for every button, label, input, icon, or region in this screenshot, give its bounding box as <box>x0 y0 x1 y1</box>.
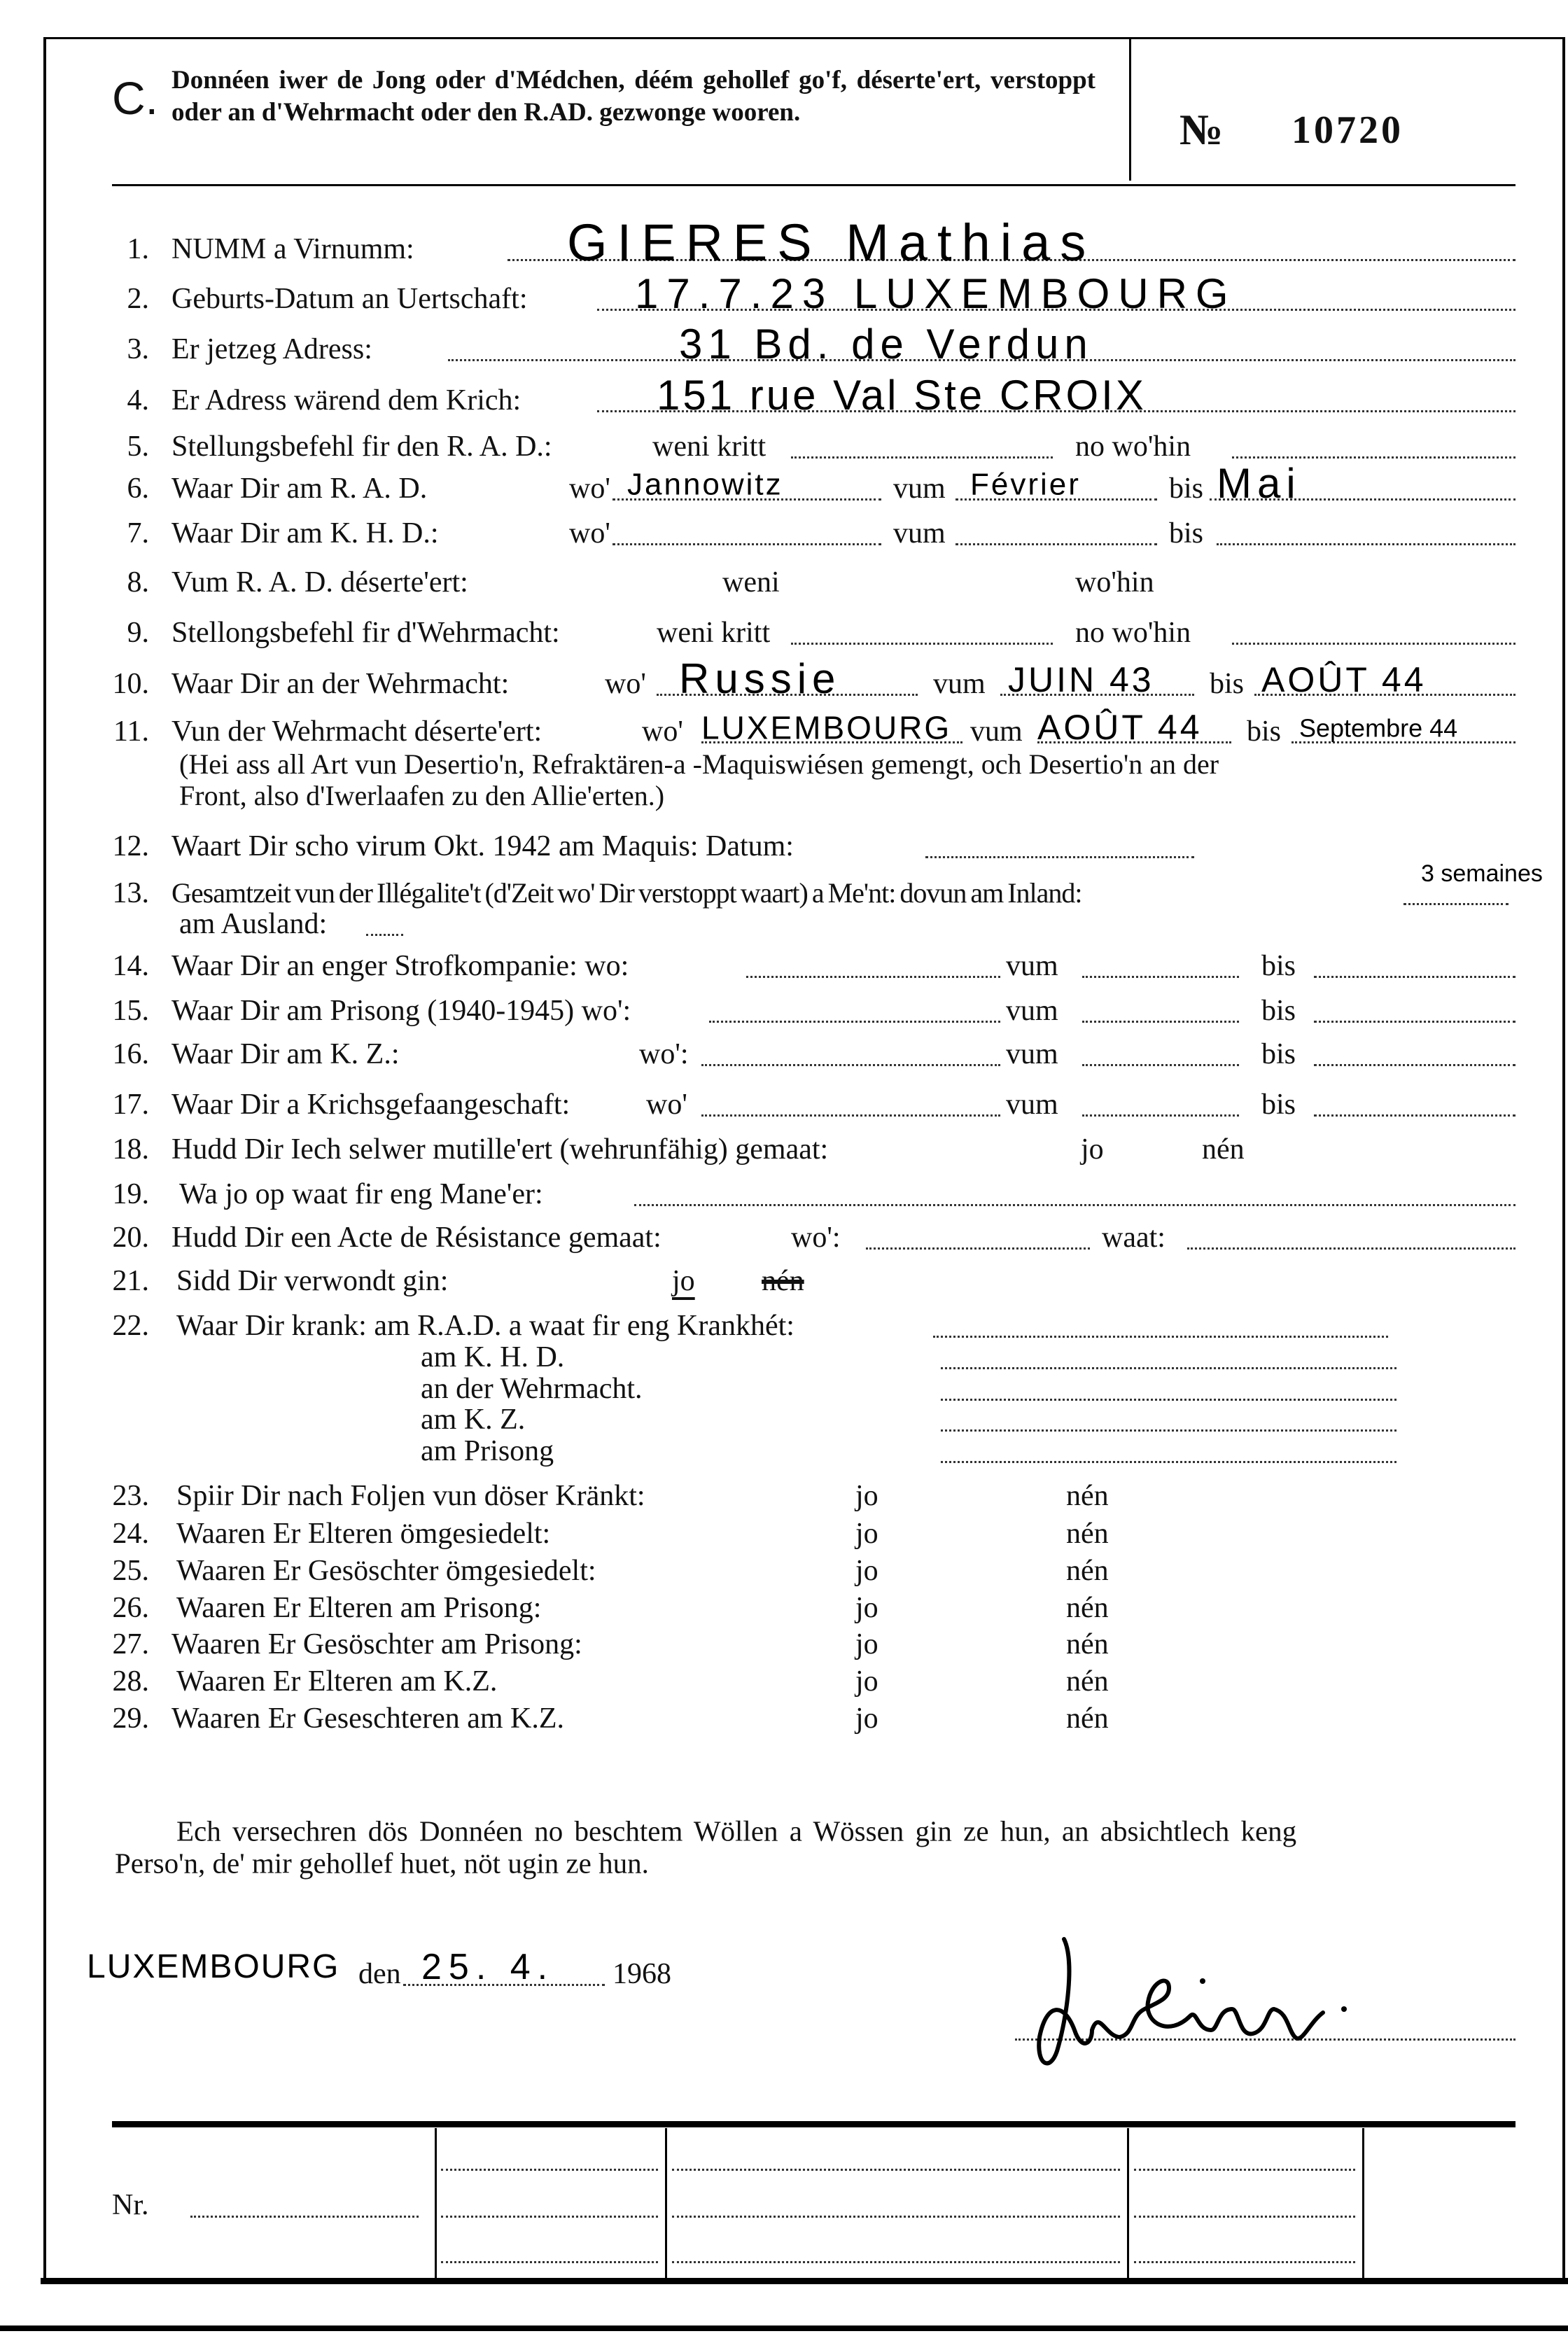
column-divider <box>435 2128 437 2278</box>
blank-line <box>941 1429 1396 1432</box>
column-divider <box>1127 2128 1129 2278</box>
field-number: 5. <box>127 431 149 463</box>
header-text: Donnéen iwer de Jong oder d'Médchen, déém gehollef go'f, déserte'ert, verstoppt oder an d'Wehrmacht oder den R.AD. gezwonge wooren. <box>172 66 1096 127</box>
blank-line <box>933 1336 1388 1338</box>
blank-line <box>709 1021 1000 1023</box>
field-number: 7. <box>127 517 149 550</box>
field-number: 12. <box>112 830 149 862</box>
field-label: Wa jo op waat fir eng Mane'er: <box>179 1178 543 1210</box>
field-label: Waaren Er Gesöschter am Prisong: <box>172 1628 582 1660</box>
vum-label: vum <box>893 517 946 550</box>
blank-line <box>1232 643 1516 645</box>
section-letter: C. <box>112 72 158 124</box>
field-number: 13. <box>112 877 149 909</box>
field-label: Er jetzeg Adress: <box>172 333 372 365</box>
field-label: Waar Dir am K. H. D.: <box>172 517 439 550</box>
vum-label: vum <box>933 668 986 700</box>
jo-option: jo <box>855 1665 878 1698</box>
field-number: 9. <box>127 617 149 649</box>
field-label: Hudd Dir een Acte de Résistance gemaat: <box>172 1222 662 1254</box>
blank-line <box>1217 543 1516 545</box>
weni-kritt-label: weni kritt <box>657 617 771 649</box>
blank-line <box>941 1461 1396 1463</box>
form-number: 10720 <box>1292 109 1404 152</box>
field-label: Waar Dir am Prisong (1940-1945) wo': <box>172 995 631 1027</box>
frame-left <box>43 37 46 2281</box>
blank-line <box>1082 1021 1239 1023</box>
field-number: 6. <box>127 473 149 505</box>
blank-line <box>1314 1021 1516 1023</box>
blank-line <box>941 1367 1396 1369</box>
field-label: Vun der Wehrmacht déserte'ert: <box>172 715 542 748</box>
field-number: 10. <box>112 668 149 700</box>
waat-label: waat: <box>1102 1222 1166 1254</box>
blank-line <box>366 934 403 936</box>
no-wohin-label: no wo'hin <box>1075 431 1191 463</box>
field-label: Waar Dir an enger Strofkompanie: wo: <box>172 950 629 982</box>
field-number: 24. <box>112 1518 149 1550</box>
field-number: 11. <box>113 715 149 748</box>
desertion-from-value: AOÛT 44 <box>1037 708 1203 747</box>
nen-option: nén <box>1066 1480 1109 1512</box>
blank-line <box>701 1114 1000 1117</box>
signing-year: 1968 <box>612 1958 671 1990</box>
blank-line <box>746 976 1000 978</box>
field-number: 3. <box>127 333 149 365</box>
nen-option: nén <box>1066 1518 1109 1550</box>
field-number: 26. <box>112 1592 149 1624</box>
blank-line <box>866 1247 1090 1250</box>
blank-line <box>672 2216 1120 2218</box>
frame-right <box>1562 37 1565 2281</box>
field-sublabel: am Prisong <box>421 1435 554 1467</box>
declaration-text: Ech versechren dös Donnéen no beschtem Wöllen a Wössen gin ze hun, an absichtlech keng <box>176 1814 1297 1847</box>
field-number: 23. <box>112 1480 149 1512</box>
bis-label: bis <box>1169 473 1204 505</box>
field-number: 2. <box>127 283 149 315</box>
blank-line <box>1134 2216 1355 2218</box>
field-label: Vum R. A. D. déserte'ert: <box>172 566 468 599</box>
field-number: 17. <box>112 1089 149 1121</box>
blank-line <box>441 2216 658 2218</box>
blank-line <box>1232 456 1516 459</box>
field-sublabel: am K. Z. <box>421 1404 526 1436</box>
field-label: Waar Dir am K. Z.: <box>172 1038 400 1070</box>
field-number: 28. <box>112 1665 149 1698</box>
rad-to-value: Mai <box>1217 459 1301 507</box>
blank-line <box>1082 1064 1239 1066</box>
field-label: Waaren Er Elteren am K.Z. <box>176 1665 498 1698</box>
blank-line <box>925 856 1194 858</box>
jo-option: jo <box>855 1628 878 1660</box>
bis-label: bis <box>1210 668 1245 700</box>
blank-line <box>672 2261 1120 2263</box>
field-label: Sidd Dir verwondt gin: <box>176 1265 449 1297</box>
blank-line <box>1082 1114 1239 1117</box>
bis-label: bis <box>1261 1089 1296 1121</box>
field-label: Gesamtzeit vun der Illégalite't (d'Zeit wo' Dir verstoppt waart) a Me'nt: dovun am Inland: <box>172 877 1082 909</box>
wo-label: wo': <box>791 1222 841 1254</box>
column-divider <box>1362 2128 1364 2278</box>
blank-line <box>190 2216 419 2218</box>
blank-line <box>791 643 1053 645</box>
field-label: Waaren Er Elteren ömgesiedelt: <box>176 1518 551 1550</box>
column-divider <box>665 2128 667 2278</box>
field-sublabel: am K. H. D. <box>421 1341 565 1373</box>
wo-label: wo' <box>569 517 610 550</box>
field-label: Er Adress wärend dem Krich: <box>172 384 522 417</box>
field-number: 29. <box>112 1702 149 1735</box>
bis-label: bis <box>1169 517 1204 550</box>
field-label: Hudd Dir Iech selwer mutille'ert (wehrunfähig) gemaat: <box>172 1133 829 1166</box>
field-number: 27. <box>112 1628 149 1660</box>
desertion-to-value: Septembre 44 <box>1299 713 1458 743</box>
field-number: 22. <box>112 1310 149 1342</box>
bis-label: bis <box>1247 715 1282 748</box>
blank-line <box>441 2261 658 2263</box>
blank-line <box>1404 903 1508 905</box>
field-label: Waar Dir an der Wehrmacht: <box>172 668 510 700</box>
blank-line <box>1134 2169 1355 2171</box>
weni-label: weni <box>722 566 780 599</box>
blank-line <box>672 2169 1120 2171</box>
nen-option: nén <box>1066 1702 1109 1735</box>
wehrmacht-from-value: JUIN 43 <box>1008 660 1154 699</box>
wehrmacht-to-value: AOÛT 44 <box>1261 660 1427 699</box>
header-divider <box>1129 37 1131 181</box>
field-label: Stellungsbefehl fir den R. A. D.: <box>172 431 552 463</box>
wo-label: wo' <box>569 473 610 505</box>
field-note: Front, also d'Iwerlaafen zu den Allie'erten.) <box>179 780 665 811</box>
blank-line <box>941 1399 1396 1401</box>
jo-option: jo <box>1081 1133 1104 1166</box>
wo-label: wo' <box>646 1089 687 1121</box>
nen-option-struck: nén <box>762 1265 804 1297</box>
field-number: 4. <box>127 384 149 417</box>
signature <box>1008 1932 1484 2072</box>
blank-line <box>1082 976 1239 978</box>
frame-top <box>43 37 1565 39</box>
vum-label: vum <box>1006 950 1058 982</box>
header-rule <box>112 184 1516 186</box>
nen-option: nén <box>1066 1592 1109 1624</box>
nen-option: nén <box>1066 1628 1109 1660</box>
field-label: Stellongsbefehl fir d'Wehrmacht: <box>172 617 560 649</box>
field-note: (Hei ass all Art vun Desertio'n, Refraktären-a -Maquiswiésen gemengt, och Desertio'n an der <box>179 748 1219 780</box>
field-label: Geburts-Datum an Uertschaft: <box>172 283 528 315</box>
signing-date: 25. 4. <box>421 1946 555 1987</box>
signing-place: LUXEMBOURG <box>87 1948 340 1986</box>
field-sublabel: an der Wehrmacht. <box>421 1373 643 1405</box>
field-label: Waart Dir scho virum Okt. 1942 am Maquis: Datum: <box>172 830 794 862</box>
field-label: Waar Dir krank: am R.A.D. a waat fir eng Krankhét: <box>176 1310 794 1342</box>
no-wohin-label: no wo'hin <box>1075 617 1191 649</box>
field-number: 1. <box>127 233 149 265</box>
page-edge-rule <box>0 2325 1568 2331</box>
wehrmacht-where-value: Russie <box>679 655 841 702</box>
bis-label: bis <box>1261 950 1296 982</box>
jo-option: jo <box>855 1480 878 1512</box>
address-value: 31 Bd. de Verdun <box>679 320 1093 368</box>
weni-kritt-label: weni kritt <box>652 431 766 463</box>
vum-label: vum <box>1006 1089 1058 1121</box>
blank-line <box>1314 1064 1516 1066</box>
nen-option: nén <box>1066 1555 1109 1587</box>
name-value: GIERES Mathias <box>567 214 1096 272</box>
blank-line <box>441 2169 658 2171</box>
frame-bottom-rule <box>41 2278 1568 2284</box>
vum-label: vum <box>893 473 946 505</box>
field-label: NUMM a Virnumm: <box>172 233 414 265</box>
declaration-text: Perso'n, de' mir gehollef huet, nöt ugin ze hun. <box>115 1847 649 1880</box>
jo-option: jo <box>855 1555 878 1587</box>
nen-option: nén <box>1202 1133 1245 1166</box>
field-label: Waaren Er Elteren am Prisong: <box>176 1592 542 1624</box>
field-number: 8. <box>127 566 149 599</box>
field-number: 21. <box>112 1265 149 1297</box>
jo-option: jo <box>855 1702 878 1735</box>
vum-label: vum <box>1006 995 1058 1027</box>
field-number: 20. <box>112 1222 149 1254</box>
footer-top-rule <box>112 2121 1516 2127</box>
den-label: den <box>358 1958 401 1990</box>
field-label: Waar Dir am R. A. D. <box>172 473 428 505</box>
nr-label: Nr. <box>112 2189 149 2221</box>
field-number: 25. <box>112 1555 149 1587</box>
blank-line <box>1314 1114 1516 1117</box>
blank-line <box>634 1204 1516 1206</box>
blank-line <box>612 543 881 545</box>
field-number: 14. <box>112 950 149 982</box>
birth-value: 17.7.23 LUXEMBOURG <box>635 270 1237 317</box>
field-number: 16. <box>112 1038 149 1070</box>
war-address-value: 151 rue Val Ste CROIX <box>657 371 1147 419</box>
bis-label: bis <box>1261 995 1296 1027</box>
wo-label: wo': <box>639 1038 689 1070</box>
field-label: Waaren Er Geseschteren am K.Z. <box>172 1702 565 1735</box>
field-label: Spiir Dir nach Foljen vun döser Kränkt: <box>176 1480 645 1512</box>
nen-option: nén <box>1066 1665 1109 1698</box>
vum-label: vum <box>1006 1038 1058 1070</box>
blank-line <box>1134 2261 1355 2263</box>
blank-line <box>1187 1247 1516 1250</box>
field-sublabel: am Ausland: <box>179 908 328 940</box>
jo-option: jo <box>855 1518 878 1550</box>
field-number: 19. <box>112 1178 149 1210</box>
field-label: Waaren Er Gesöschter ömgesiedelt: <box>176 1555 596 1587</box>
blank-line <box>1314 976 1516 978</box>
wo-label: wo' <box>642 715 683 748</box>
blank-line <box>791 456 1053 459</box>
jo-option: jo <box>855 1592 878 1624</box>
number-symbol: № <box>1180 106 1224 154</box>
field-number: 18. <box>112 1133 149 1166</box>
vum-label: vum <box>970 715 1023 748</box>
wohin-label: wo'hin <box>1075 566 1154 599</box>
blank-line <box>955 543 1157 545</box>
field-number: 15. <box>112 995 149 1027</box>
rad-where-value: Jannowitz <box>627 467 783 502</box>
bis-label: bis <box>1261 1038 1296 1070</box>
desertion-where-value: LUXEMBOURG <box>701 709 952 746</box>
blank-line <box>701 1064 1000 1066</box>
inland-duration-value: 3 semaines <box>1421 860 1543 887</box>
jo-option-selected: jo <box>672 1265 695 1297</box>
wo-label: wo' <box>605 668 646 700</box>
rad-from-value: Février <box>970 467 1081 502</box>
field-label: Waar Dir a Krichsgefaangeschaft: <box>172 1089 570 1121</box>
